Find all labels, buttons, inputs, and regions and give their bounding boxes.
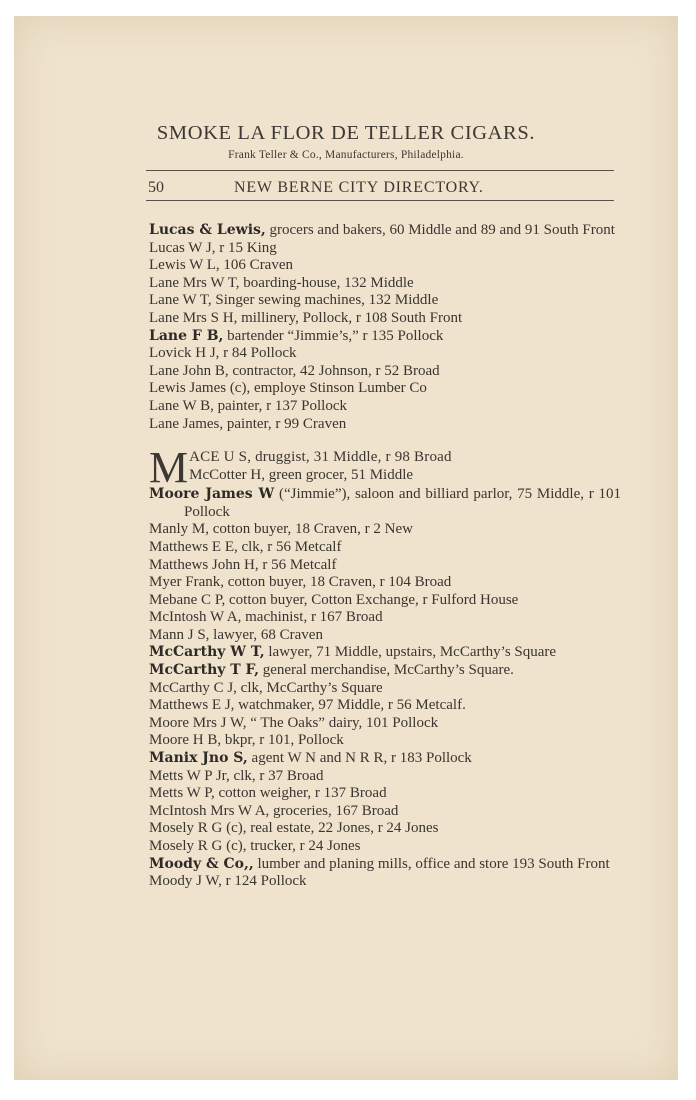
entry-text: Lewis James (c), employe Stinson Lumber Co [149, 380, 427, 397]
m-section [149, 486, 621, 891]
list-item [149, 873, 621, 891]
list-item [149, 310, 621, 328]
directory-listing [149, 222, 621, 891]
entry-text: general merchandise, McCarthy’s Square. [258, 662, 514, 679]
entry-text: Metts W P, cotton weigher, r 137 Broad [149, 785, 387, 802]
entry-name: McCarthy W T, [149, 644, 265, 661]
section-gap [149, 433, 621, 449]
list-item [149, 416, 621, 434]
advertisement-subline: Frank Teller & Co., Manufacturers, Philadelphia. [228, 149, 464, 161]
entry-text: Lane Mrs W T, boarding-house, 132 Middle [149, 274, 414, 291]
list-item [149, 592, 621, 610]
entry-text: Matthews John H, r 56 Metcalf [149, 556, 337, 573]
entry-text: Lane John B, contractor, 42 Johnson, r 52 Broad [149, 362, 440, 379]
entry-text: McIntosh Mrs W A, groceries, 167 Broad [149, 802, 399, 819]
entry-name: Moody & Co,, [149, 855, 254, 872]
entry-text: Lane W B, painter, r 137 Pollock [149, 397, 347, 414]
entry-text: lumber and planing mills, office and store 193 South Front [253, 855, 610, 872]
list-item [149, 257, 621, 275]
entry-name: Manix Jno S, [149, 750, 248, 767]
entry-text: Moore H B, bkpr, r 101, Pollock [149, 732, 344, 749]
list-item [149, 380, 621, 398]
list-item [149, 521, 621, 539]
list-item [149, 574, 621, 592]
directory-page [14, 16, 678, 1080]
entry-text: Manly M, cotton buyer, 18 Craven, r 2 New [149, 521, 413, 538]
m-section-start [149, 443, 621, 493]
entry-name: Lucas & Lewis, [149, 222, 266, 238]
header-rule-bottom [146, 200, 614, 201]
list-item [149, 662, 621, 680]
advertisement-headline: SMOKE LA FLOR DE TELLER CIGARS. [156, 122, 536, 144]
entry-text: Moore Mrs J W, “ The Oaks” dairy, 101 Pollock [149, 714, 439, 731]
list-item [149, 697, 621, 715]
entry-text: Matthews E J, watchmaker, 97 Middle, r 56 Metcalf. [149, 697, 466, 714]
entry-text: ACE U S, druggist, 31 Middle, r 98 Broad [189, 449, 452, 466]
list-item [149, 750, 621, 768]
running-title: NEW BERNE CITY DIRECTORY. [234, 179, 484, 196]
entry-text: Matthews E E, clk, r 56 Metcalf [149, 538, 342, 555]
list-item [149, 768, 621, 786]
drop-cap: M [149, 443, 189, 493]
list-item [149, 345, 621, 363]
list-item [149, 363, 621, 381]
list-item [149, 328, 621, 346]
list-item [149, 644, 621, 662]
entry-name: Moore James W [149, 486, 275, 503]
entry-text: Lewis W L, 106 Craven [149, 257, 294, 274]
page-number: 50 [148, 179, 164, 196]
entry-text: agent W N and N R R, r 183 Pollock [247, 750, 472, 767]
entry-text: Mosely R G (c), real estate, 22 Jones, r 24 Jones [149, 820, 439, 837]
header-rule-top [146, 170, 614, 171]
list-item [149, 557, 621, 575]
list-item [149, 785, 621, 803]
list-item [149, 838, 621, 856]
entry-text: Lovick H J, r 84 Pollock [149, 345, 297, 362]
list-item [149, 803, 621, 821]
list-item [149, 820, 621, 838]
list-item [149, 486, 621, 521]
entry-text: Mann J S, lawyer, 68 Craven [149, 626, 323, 643]
list-item [149, 627, 621, 645]
entry-name: McCarthy T F, [149, 662, 259, 679]
list-item [149, 275, 621, 293]
list-item [149, 292, 621, 310]
entry-text: bartender “Jimmie’s,” r 135 Pollock [223, 327, 444, 344]
entry-text: Lane James, painter, r 99 Craven [149, 415, 347, 432]
entry-text: (“Jimmie”), saloon and billiard parlor, 75 Middle, r 101 Pollock [184, 486, 621, 520]
entry-text: Lane Mrs S H, millinery, Pollock, r 108 South Front [149, 309, 463, 326]
list-item [149, 240, 621, 258]
list-item [149, 715, 621, 733]
entry-text: McIntosh W A, machinist, r 167 Broad [149, 609, 383, 626]
entry-text: Mosely R G (c), trucker, r 24 Jones [149, 838, 361, 854]
list-item [149, 856, 621, 874]
list-item [149, 680, 621, 698]
entry-text: Myer Frank, cotton buyer, 18 Craven, r 104 Broad [149, 574, 452, 591]
entry-text: Lucas W J, r 15 King [149, 239, 277, 256]
entry-text: Mebane C P, cotton buyer, Cotton Exchange, r Fulford House [149, 591, 519, 608]
list-item [149, 539, 621, 557]
list-item [149, 222, 621, 240]
entry-text: Metts W P Jr, clk, r 37 Broad [149, 767, 324, 784]
list-item [149, 398, 621, 416]
entry-text: Moody J W, r 124 Pollock [149, 873, 307, 890]
list-item [149, 732, 621, 750]
list-item [149, 609, 621, 627]
entry-text: McCotter H, green grocer, 51 Middle [189, 466, 414, 483]
entry-text: grocers and bakers, 60 Middle and 89 and 91 South Front [265, 222, 615, 238]
entry-text: Lane W T, Singer sewing machines, 132 Middle [149, 292, 439, 309]
entry-text: lawyer, 71 Middle, upstairs, McCarthy’s Square [264, 644, 557, 661]
entry-name: Lane F B, [149, 327, 224, 344]
entry-text: McCarthy C J, clk, McCarthy’s Square [149, 679, 383, 696]
l-section [149, 222, 621, 433]
